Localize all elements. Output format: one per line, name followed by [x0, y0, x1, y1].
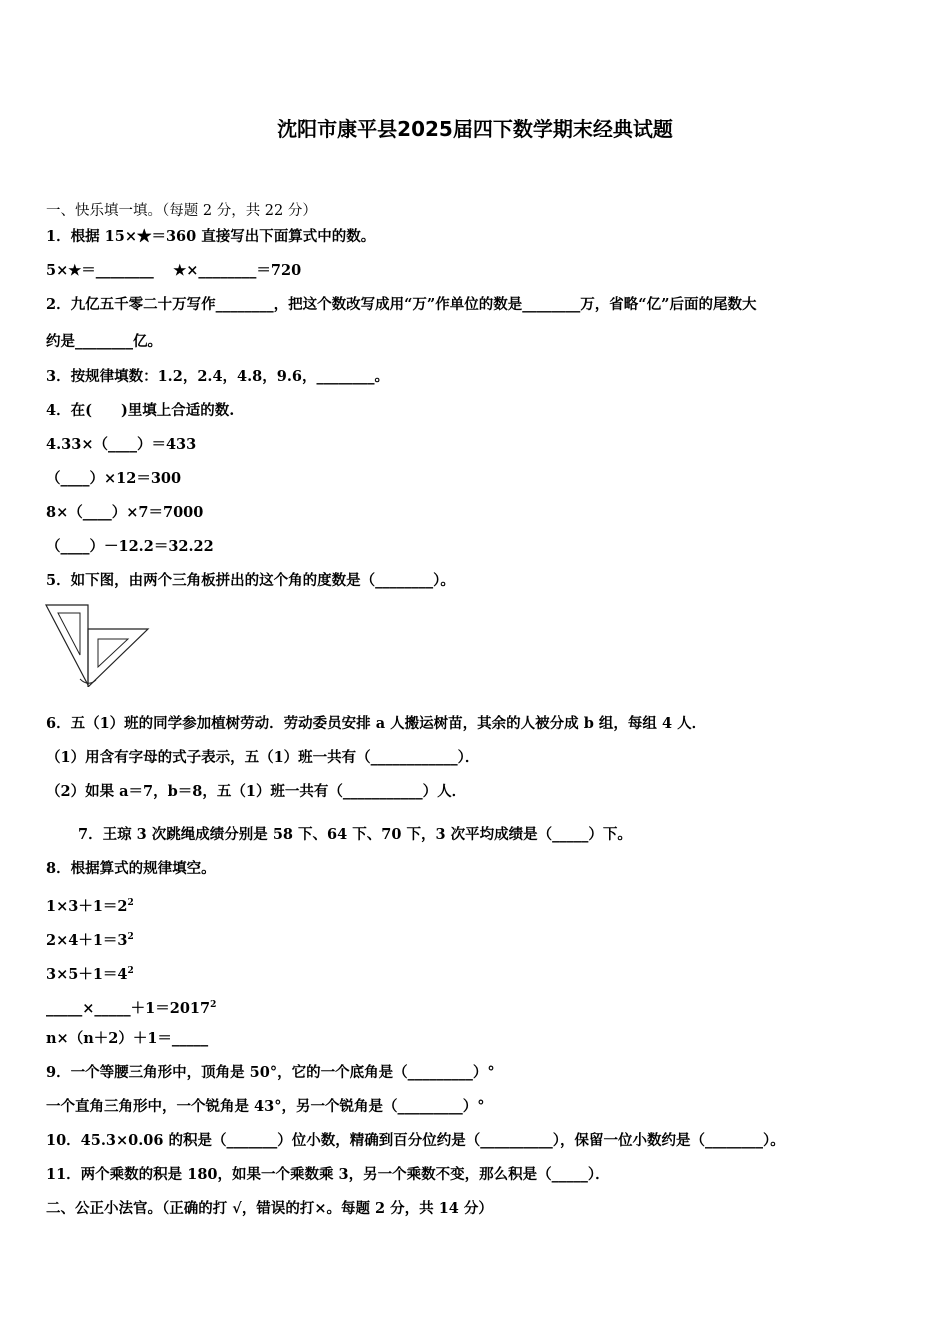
question-4-item: 4.33×（____）＝433	[46, 436, 197, 453]
question-2-line-2: 约是________亿。	[46, 333, 162, 350]
question-8-equation: $\_\_\_\_\_\times\_\_\_\_\_+1=2017^2$	[46, 1000, 217, 1017]
question-7: 7．王琼 3 次跳绳成绩分别是 58 下、64 下、70 下，3 次平均成绩是（_____）下。	[78, 826, 632, 843]
question-8-equation: $2\times 4+1=3^2$	[46, 932, 134, 949]
question-2-line-1: 2．九亿五千零二十万写作________，把这个数改写成用“万”作单位的数是________万，省略“亿”后面的尾数大	[46, 296, 757, 313]
question-8-stem: 8．根据算式的规律填空。	[46, 860, 216, 877]
section-1-heading: 一、快乐填一填。（每题 2 分，共 22 分）	[46, 203, 317, 219]
question-9-line-1: 9．一个等腰三角形中，顶角是 50°，它的一个底角是（_________）°	[46, 1064, 495, 1081]
question-4-item: 8×（____）×7＝7000	[46, 504, 204, 521]
question-6-part-1: （1）用含有字母的式子表示，五（1）班一共有（____________）．	[46, 749, 480, 766]
question-4-item: （____）×12＝300	[46, 470, 182, 487]
question-9-line-2: 一个直角三角形中，一个锐角是 43°，另一个锐角是（_________）°	[46, 1098, 485, 1115]
question-4-stem: 4．在( )里填上合适的数.	[46, 402, 235, 419]
set-square-angle-icon	[44, 603, 150, 687]
question-1-blanks: 5×★＝________ ★×________＝720	[46, 262, 302, 279]
section-2-heading: 二、公正小法官。（正确的打 √，错误的打×。每题 2 分，共 14 分）	[46, 1200, 493, 1217]
page-title: 沈阳市康平县2025届四下数学期末经典试题	[277, 117, 673, 141]
question-5-stem: 5．如下图，由两个三角板拼出的这个角的度数是（________）。	[46, 572, 455, 589]
question-10: 10．45.3×0.06 的积是（_______）位小数，精确到百分位约是（__________），保留一位小数约是（________）。	[46, 1132, 785, 1149]
question-6-stem: 6．五（1）班的同学参加植树劳动．劳动委员安排 a 人搬运树苗，其余的人被分成 b 组，每组 4 人．	[46, 715, 707, 732]
question-1-stem: 1．根据 15×★＝360 直接写出下面算式中的数。	[46, 228, 376, 245]
question-11: 11．两个乘数的积是 180，如果一个乘数乘 3，另一个乘数不变，那么积是（_____）．	[46, 1166, 610, 1183]
question-8-equation: n×（n＋2）＋1＝_____	[46, 1030, 209, 1047]
question-8-equation: $1\times 3+1=2^2$	[46, 898, 134, 915]
question-6-part-2: （2）如果 a＝7，b＝8，五（1）班一共有（___________）人．	[46, 783, 467, 800]
question-3: 3．按规律填数：1.2，2.4，4.8，9.6，________。	[46, 368, 389, 385]
question-8-equation: $3\times 5+1=4^2$	[46, 966, 134, 983]
question-4-item: （____）－12.2＝32.22	[46, 538, 214, 555]
